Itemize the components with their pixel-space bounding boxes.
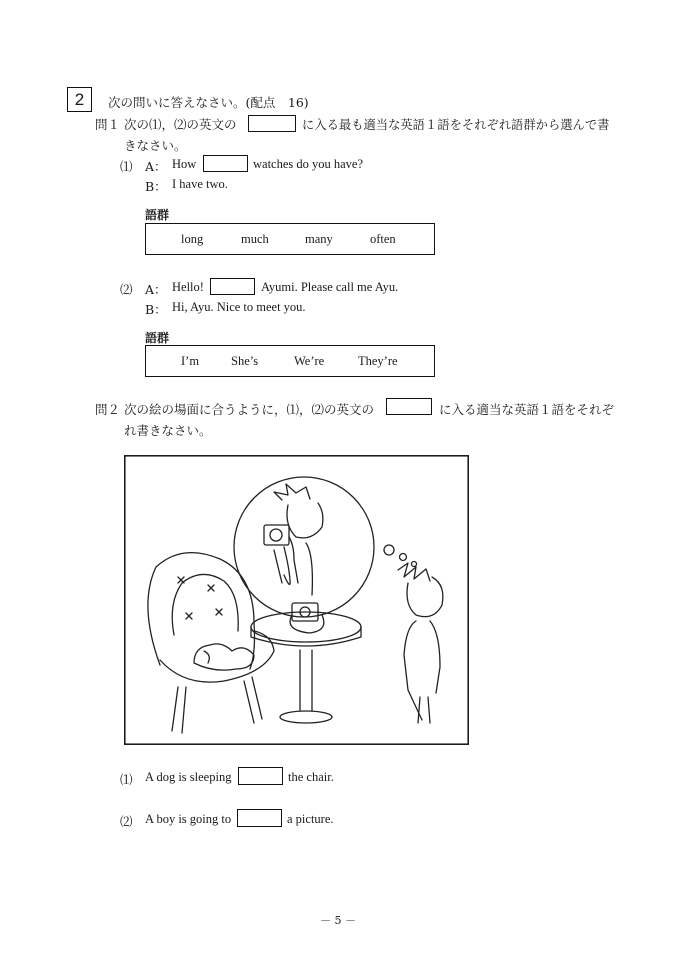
q1-part2-line-a-before: Hello! — [172, 280, 204, 294]
q2-sentence1-before: A dog is sleeping — [145, 770, 232, 784]
q2-sentence1-number: ⑴ — [120, 772, 133, 787]
q1-part2-word-group-box — [145, 345, 435, 377]
q1-part1-number: ⑴ — [120, 159, 133, 174]
q2-sentence2-answer-blank[interactable] — [237, 809, 282, 827]
q2-sentence1-after: the chair. — [288, 770, 334, 784]
q2-sentence1-answer-blank[interactable] — [238, 767, 283, 785]
q1-instruction-a: 次の⑴，⑵の英文の — [124, 117, 237, 132]
q1-part2-answer-blank[interactable] — [210, 278, 255, 295]
q1-part2-speaker-a: A： — [145, 282, 167, 297]
q2-sentence2-before: A boy is going to — [145, 812, 232, 826]
q2-instruction-b: に入る適当な英語１語をそれぞ — [439, 402, 615, 417]
q2-sentence2-after: a picture. — [287, 812, 334, 826]
q1-part1-line-b: I have two. — [172, 177, 228, 191]
q1-part2-line-a-after: Ayumi. Please call me Ayu. — [261, 280, 399, 294]
word-option: many — [305, 232, 333, 246]
q1-part2-word-group-label: 語群 — [145, 331, 170, 345]
q2-label: 問２ — [95, 402, 121, 417]
q1-part1-word-group-box — [145, 223, 435, 255]
q1-instruction-b: に入る最も適当な英語１語をそれぞれ語群から選んで書 — [302, 118, 610, 132]
q2-instruction-c: れ書きなさい。 — [124, 423, 212, 438]
word-option: I’m — [181, 354, 200, 368]
q1-instruction-c: きなさい。 — [124, 138, 187, 153]
q1-part1-answer-blank[interactable] — [203, 155, 248, 172]
scene-illustration — [124, 455, 469, 745]
section-number-box: 2 — [67, 87, 92, 112]
q1-part2-line-b: Hi, Ayu. Nice to meet you. — [172, 300, 306, 314]
q1-part1-speaker-b: B： — [145, 179, 167, 194]
section-header: 次の問いに答えなさい。(配点 16) — [108, 95, 309, 110]
word-option: often — [370, 232, 396, 246]
q2-instruction-blank — [386, 398, 432, 415]
q2-sentence2-number: ⑵ — [120, 814, 133, 829]
word-option: They’re — [358, 354, 398, 368]
q1-part1-speaker-a: A： — [145, 159, 167, 174]
word-option: much — [241, 232, 269, 246]
q2-instruction-a: 次の絵の場面に合うように，⑴，⑵の英文の — [124, 402, 375, 417]
word-option: long — [181, 232, 204, 246]
q1-instruction-blank — [248, 115, 296, 132]
q1-part2-speaker-b: B： — [145, 302, 167, 317]
page-number: － 5 － — [320, 914, 356, 927]
q1-part1-word-group-label: 語群 — [145, 208, 170, 222]
word-option: She’s — [231, 354, 259, 368]
q1-part1-line-a-before: How — [172, 157, 197, 171]
q1-label: 問１ — [95, 117, 121, 132]
q1-part1-line-a-after: watches do you have? — [253, 157, 364, 171]
word-option: We’re — [294, 354, 325, 368]
q1-part2-number: ⑵ — [120, 282, 133, 297]
